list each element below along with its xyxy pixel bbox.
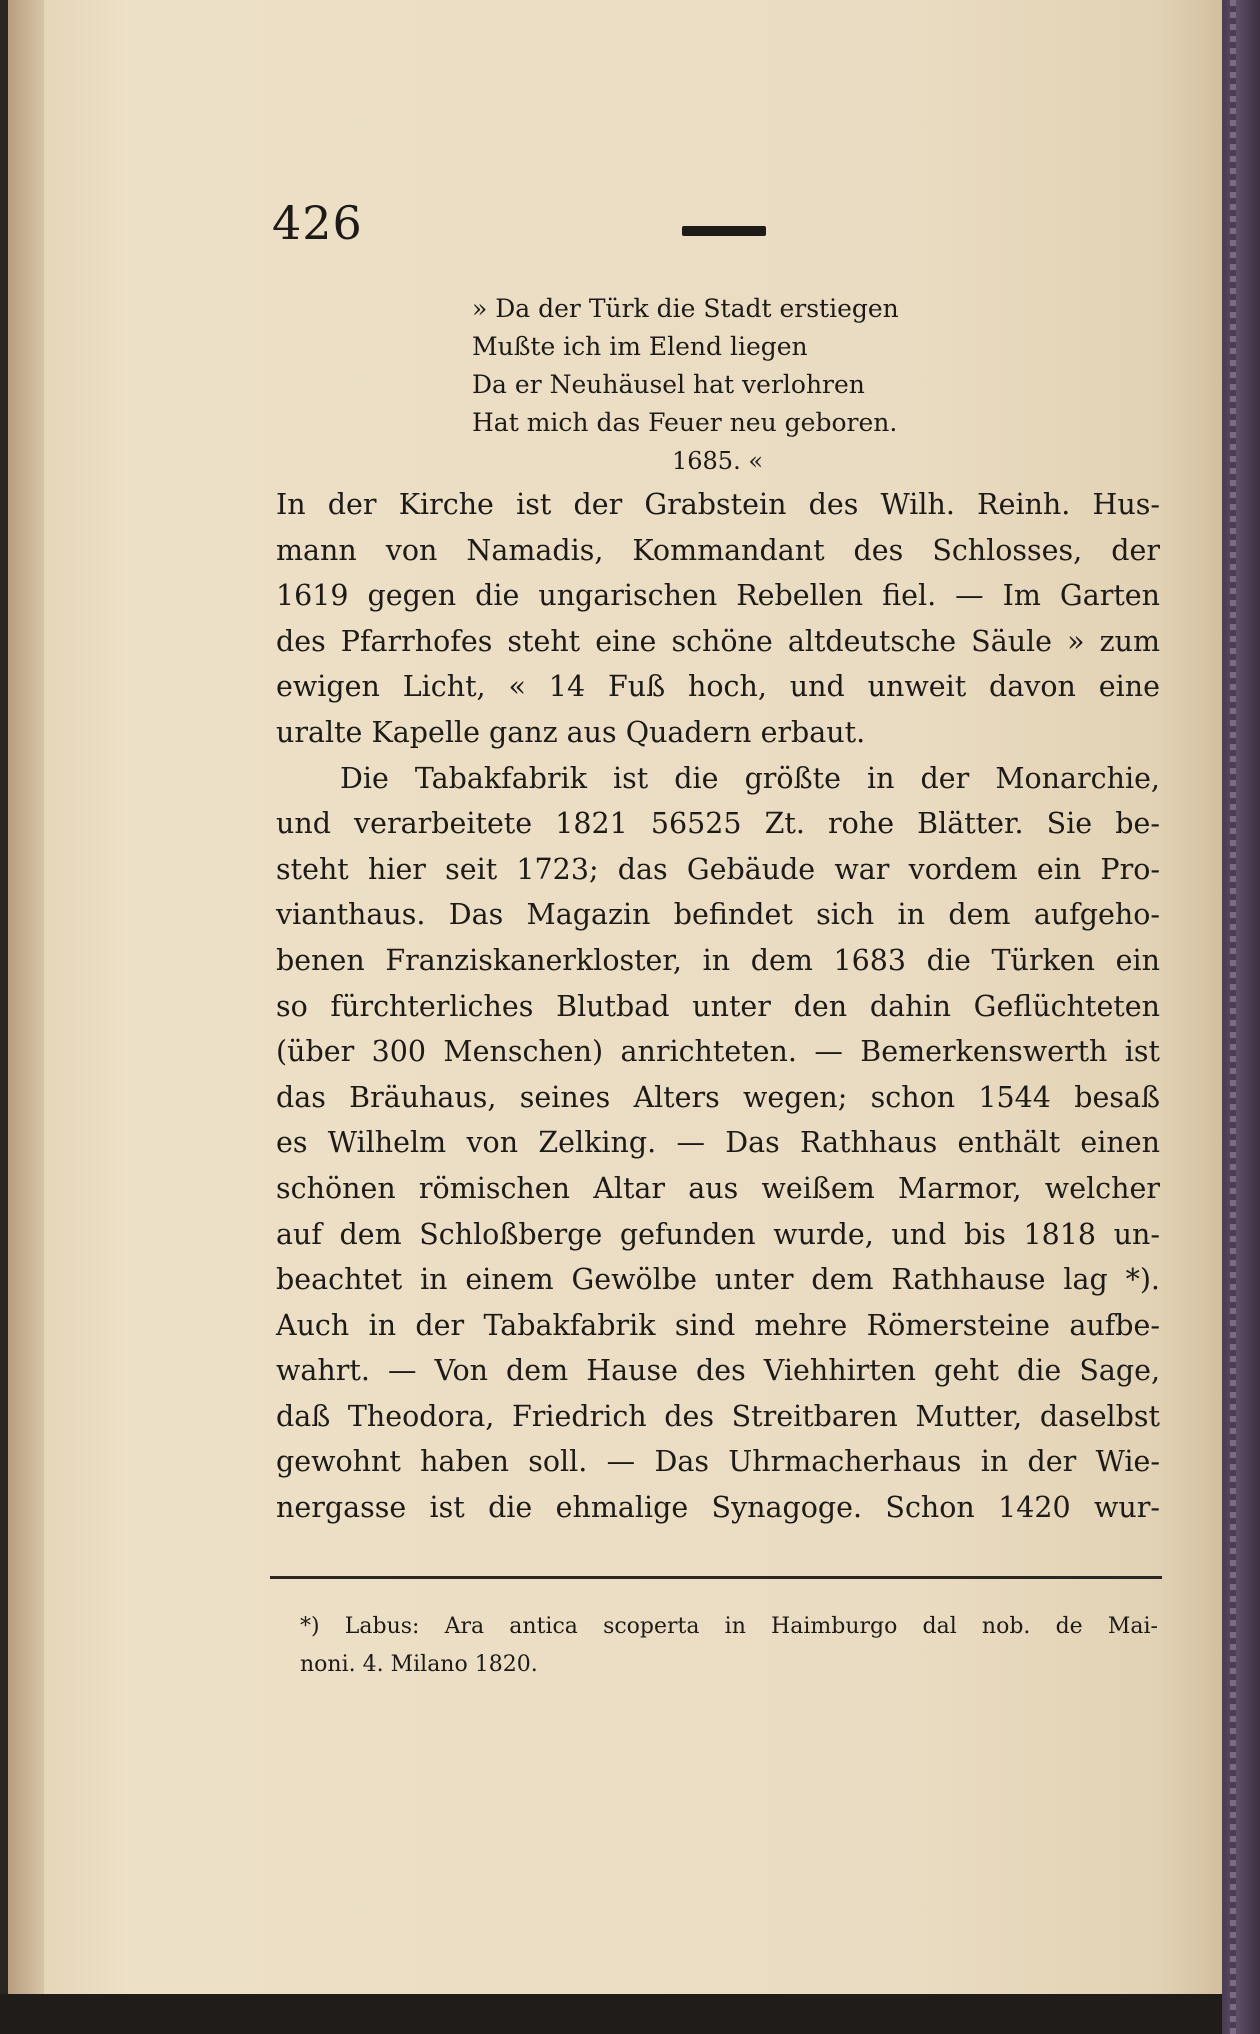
verse-date: 1685. «: [672, 447, 764, 475]
body-line: Die Tabakfabrik ist die größte in der Monarchie,: [340, 761, 1160, 795]
verse-line: Mußte ich im Elend liegen: [472, 332, 808, 361]
body-line: das Bräuhaus, seines Alters wegen; schon 1544 besaß: [276, 1080, 1160, 1114]
body-line: 1619 gegen die ungarischen Rebellen fiel. — Im Garten: [276, 579, 1160, 613]
body-line: gewohnt haben soll. — Das Uhrmacherhaus in der Wie-: [276, 1445, 1160, 1479]
footnote-line: *) Labus: Ara antica scoperta in Haimburgo dal nob. de Mai-: [300, 1614, 1158, 1639]
body-line: vianthaus. Das Magazin befindet sich in dem aufgeho-: [276, 898, 1160, 932]
body-line: und verarbeitete 1821 56525 Zt. rohe Blätter. Sie be-: [276, 807, 1160, 841]
body-line: so fürchterliches Blutbad unter den dahin Geflüchteten: [276, 989, 1160, 1023]
body-line: benen Franziskanerkloster, in dem 1683 die Türken ein: [276, 943, 1160, 977]
body-text: [276, 482, 1160, 1531]
binding-cloth-texture: [1230, 0, 1236, 2034]
header-rule: [682, 226, 766, 236]
page-number: 426: [272, 196, 363, 250]
body-line: nergasse ist die ehmalige Synagoge. Schon 1420 wur-: [276, 1491, 1160, 1525]
footnote-line: noni. 4. Milano 1820.: [300, 1652, 538, 1677]
body-line: schönen römischen Altar aus weißem Marmor, welcher: [276, 1171, 1160, 1205]
body-line: ewigen Licht, « 14 Fuß hoch, und unweit davon eine: [276, 670, 1160, 704]
scan-background: [0, 1994, 1222, 2034]
footnote-rule: [270, 1576, 1162, 1579]
body-line: des Pfarrhofes steht eine schöne altdeutsche Säule » zum: [276, 624, 1160, 658]
verse-line: Da er Neuhäusel hat verlohren: [472, 370, 865, 399]
body-line: es Wilhelm von Zelking. — Das Rathhaus enthält einen: [276, 1126, 1160, 1160]
page-edge-shadow: [8, 0, 44, 1994]
verse-line: » Da der Türk die Stadt erstiegen: [472, 294, 899, 323]
verse-line: Hat mich das Feuer neu geboren.: [472, 408, 898, 437]
body-line: Auch in der Tabakfabrik sind mehre Römersteine aufbe-: [276, 1308, 1160, 1342]
body-line: In der Kirche ist der Grabstein des Wilh. Reinh. Hus-: [276, 488, 1160, 521]
body-line: mann von Namadis, Kommandant des Schlosses, der: [276, 533, 1160, 567]
footnote: [300, 1608, 1158, 1684]
body-line: steht hier seit 1723; das Gebäude war vordem ein Pro-: [276, 852, 1160, 886]
body-line: auf dem Schloßberge gefunden wurde, und bis 1818 un-: [276, 1217, 1160, 1251]
body-line: wahrt. — Von dem Hause des Viehhirten geht die Sage,: [276, 1354, 1160, 1388]
verse-block: [472, 290, 899, 480]
body-line: daß Theodora, Friedrich des Streitbaren Mutter, daselbst: [276, 1399, 1160, 1433]
body-line: uralte Kapelle ganz aus Quadern erbaut.: [276, 715, 866, 749]
body-line: (über 300 Menschen) anrichteten. — Bemerkenswerth ist: [276, 1035, 1160, 1069]
body-line: beachtet in einem Gewölbe unter dem Rathhause lag *).: [276, 1263, 1160, 1297]
book-binding: [1222, 0, 1260, 2034]
